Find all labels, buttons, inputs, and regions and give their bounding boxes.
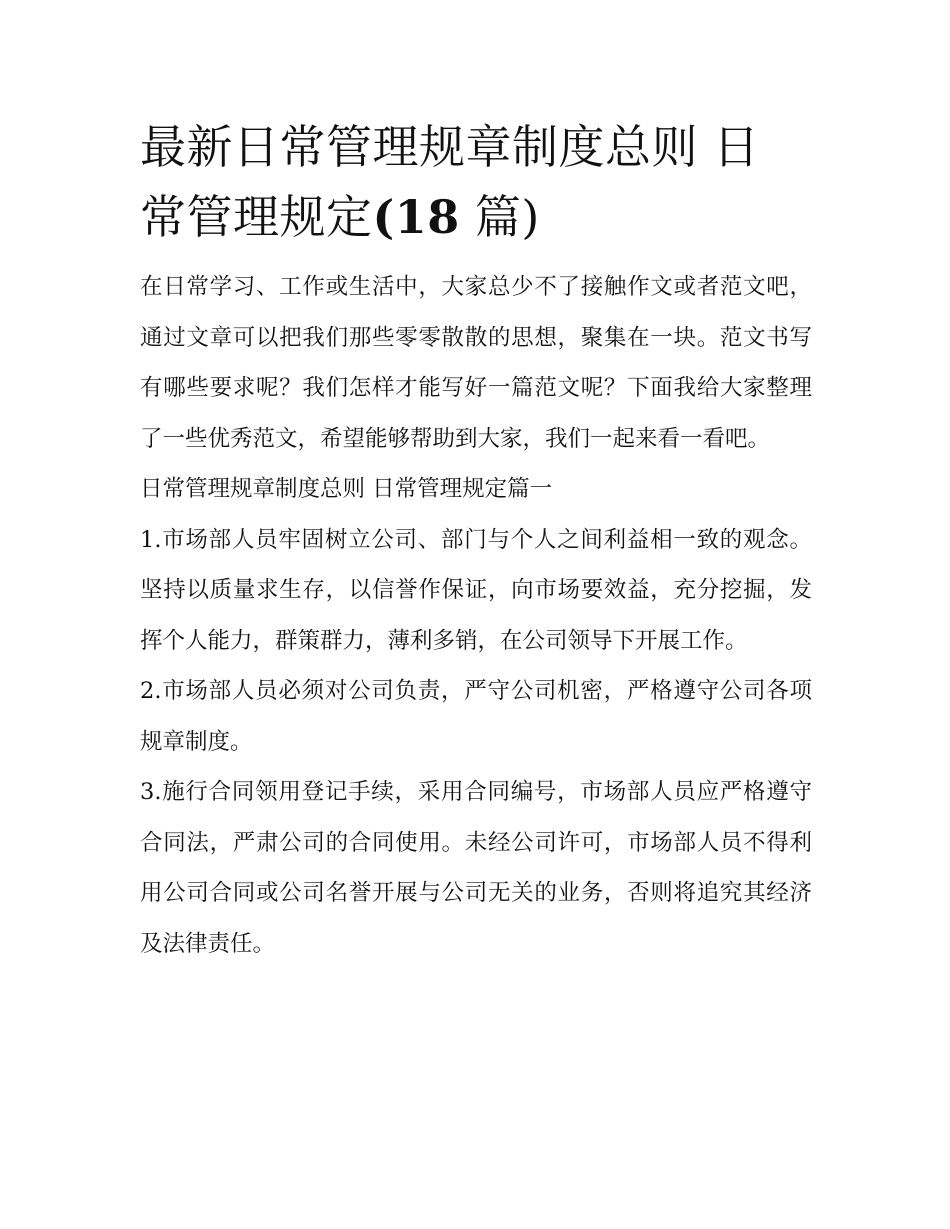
- section-heading: 日常管理规章制度总则 日常管理规定篇一: [140, 476, 553, 502]
- rule-item-3: 3.施行合同领用登记手续，采用合同编号，市场部人员应严格遵守合同法，严肃公司的合同使用。未经公司许可，市场部人员不得利用公司合同或公司名誉开展与公司无关的业务，否则将追究其经济及法律责任。: [140, 779, 812, 957]
- intro-paragraph: 在日常学习、工作或生活中，大家总少不了接触作文或者范文吧，通过文章可以把我们那些零零散散的思想，聚集在一块。范文书写有哪些要求呢？我们怎样才能写好一篇范文呢？下面我给大家整理了一些优秀范文，希望能够帮助到大家，我们一起来看一看吧。: [140, 274, 812, 452]
- title-line-2-prefix: 常管理规定: [140, 190, 373, 244]
- title-line-2-suffix: 篇): [459, 190, 540, 244]
- document-page: [140, 112, 812, 969]
- rule-item-1: 1.市场部人员牢固树立公司、部门与个人之间利益相一致的观念。坚持以质量求生存，以信誉作保证，向市场要效益，充分挖掘，发挥个人能力，群策群力，薄利多销，在公司领导下开展工作。: [140, 526, 812, 654]
- document-title: [140, 112, 812, 252]
- title-line-1: 最新日常管理规章制度总则 日: [140, 120, 760, 174]
- rule-item-2: 2.市场部人员必须对公司负责，严守公司机密，严格遵守公司各项规章制度。: [140, 678, 812, 755]
- title-line-2-count: (18: [372, 190, 460, 244]
